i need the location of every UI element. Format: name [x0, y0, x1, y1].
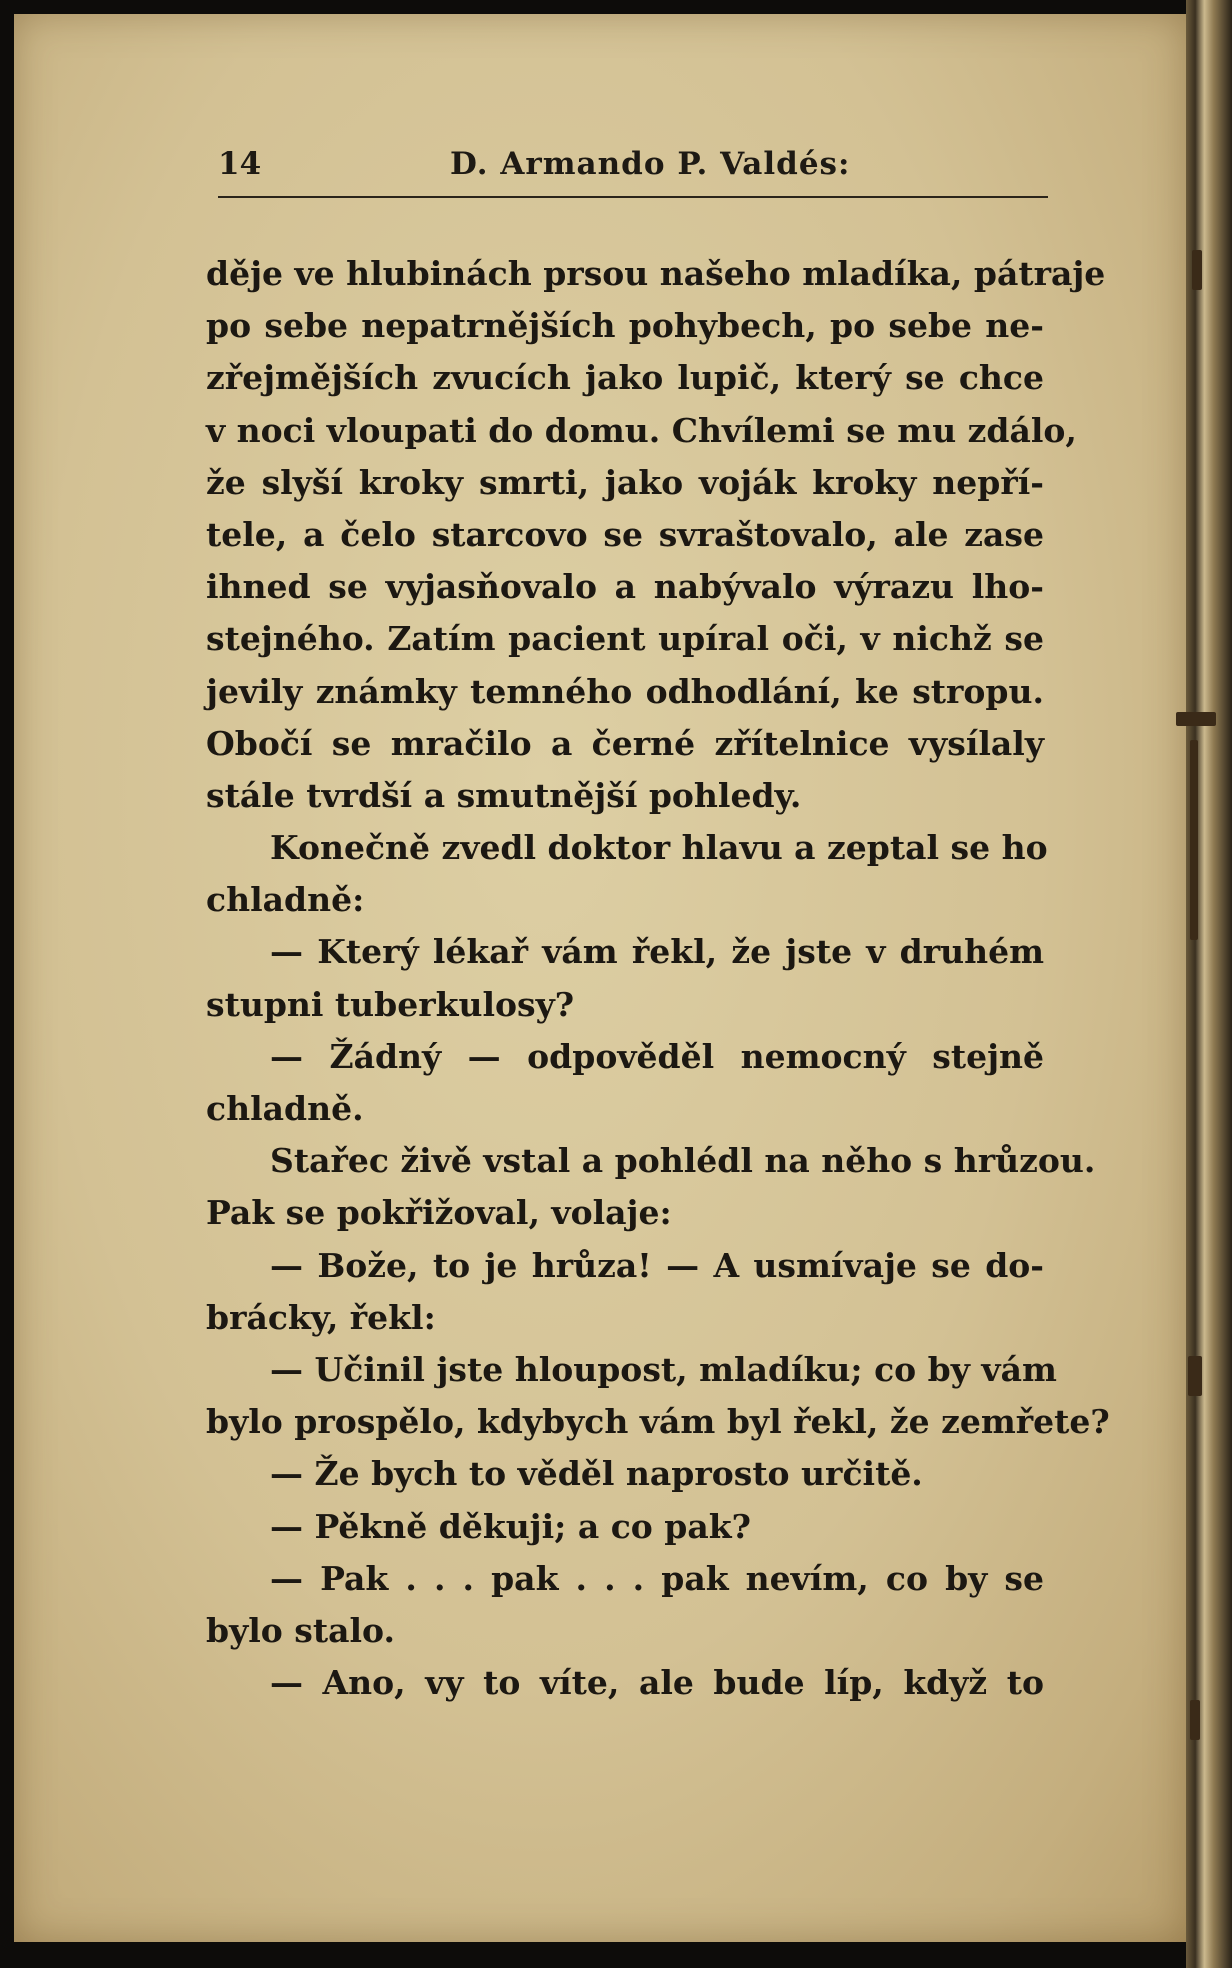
- text-line: stejného. Zatím pacient upíral oči, v nichž se: [206, 619, 1044, 659]
- spine-mark: [1190, 740, 1198, 940]
- text-line: chladně.: [206, 1089, 364, 1128]
- text-line: tele, a čelo starcovo se svraštovalo, ale zase: [206, 514, 1044, 554]
- text-line: zřejmějších zvucích jako lupič, který se chce: [206, 358, 1044, 398]
- text-line: Konečně zvedl doktor hlavu a zeptal se ho: [270, 828, 1048, 868]
- text-line: — Učinil jste hloupost, mladíku; co by vám: [270, 1349, 1057, 1389]
- text-line: bylo prospělo, kdybych vám byl řekl, že zemřete?: [206, 1402, 1110, 1442]
- text-line: ihned se vyjasňovalo a nabývalo výrazu lho-: [206, 567, 1044, 607]
- text-line: Obočí se mračilo a černé zřítelnice vysílaly: [206, 723, 1044, 763]
- spine-mark: [1190, 1700, 1200, 1740]
- text-line: — Pak . . . pak . . . pak nevím, co by se: [270, 1558, 1044, 1598]
- text-line: chladně:: [206, 880, 365, 920]
- text-line: — Žádný — odpověděl nemocný stejně: [270, 1036, 1044, 1076]
- text-line: děje ve hlubinách prsou našeho mladíka, pátraje: [206, 254, 1106, 293]
- running-head: D. Armando P. Valdés:: [450, 146, 851, 182]
- spine-mark: [1176, 712, 1216, 726]
- text-line: v noci vloupati do domu. Chvílemi se mu zdálo,: [206, 410, 1077, 450]
- text-line: — Ano, vy to víte, ale bude líp, když to: [270, 1663, 1044, 1703]
- header-rule: [218, 196, 1048, 198]
- book-spine: [1186, 0, 1232, 1968]
- spine-mark: [1192, 250, 1202, 290]
- text-line: brácky, řekl:: [206, 1297, 436, 1337]
- text-line: Pak se pokřižoval, volaje:: [206, 1193, 672, 1233]
- text-line: jevily známky temného odhodlání, ke stropu.: [206, 671, 1044, 711]
- page-number: 14: [218, 146, 262, 182]
- text-line: stupni tuberkulosy?: [206, 984, 575, 1024]
- text-line: po sebe nepatrnějších pohybech, po sebe ne-: [206, 306, 1044, 346]
- text-line: že slyší kroky smrti, jako voják kroky nepří-: [206, 462, 1044, 502]
- text-line: Stařec živě vstal a pohlédl na něho s hrůzou.: [270, 1141, 1096, 1181]
- page-header: [218, 140, 1048, 192]
- body-text: [206, 248, 1110, 1709]
- spine-mark: [1188, 1356, 1202, 1396]
- text-line: — Pěkně děkuji; a co pak?: [270, 1506, 751, 1546]
- text-line: bylo stalo.: [206, 1610, 395, 1650]
- text-line: — Který lékař vám řekl, že jste v druhém: [270, 932, 1044, 972]
- text-line: — Bože, to je hrůza! — A usmívaje se do-: [270, 1245, 1044, 1285]
- text-line: — Že bych to věděl naprosto určitě.: [270, 1454, 923, 1494]
- text-line: stále tvrdší a smutnější pohledy.: [206, 775, 802, 815]
